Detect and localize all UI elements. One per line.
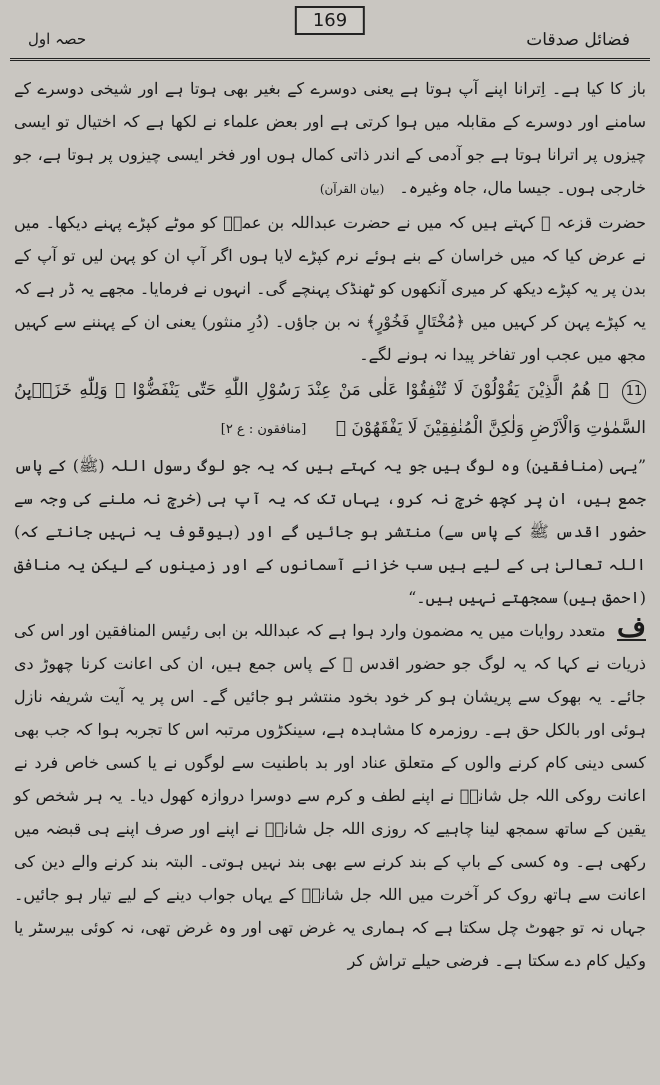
paragraph-1-text: باز کا کیا ہے۔ اِترانا اپنے آپ ہوتا ہے یعنی دوسرے کے بغیر بھی ہوتا ہے اور شیخی دوسرے کے سامنے اور دوسرے کے مقابلہ میں ہوا کرتی ہے اور بعض علماء نے لکھا ہے کہ اختیال تو ایسی چیزوں پر اترانا ہوتا ہے جو آدمی کے اندر ذاتی کمال ہوں اور فخر ایسی چیزوں پر ہوتا ہے، جو خارجی ہوں۔ جیسا مال، جاہ وغیرہ۔: [14, 79, 646, 197]
page-body: [14, 72, 646, 1085]
fa-marker: ف: [616, 610, 646, 643]
paragraph-2: حضرت قزعہ ؒ کہتے ہیں کہ میں نے حضرت عبداللہ بن عمرؓ کو موٹے کپڑے پہنے دیکھا۔ میں نے عرض کیا کہ میں خراسان کے بنے ہوئے نرم کپڑے لایا ہوں اگر آپ ان کو پہن لیں تو آپ کے بدن پر یہ کپڑے دیکھ کر میری آنکھوں کو ٹھنڈک پہنچے گی۔ انہوں نے فرمایا۔ مجھے یہ ڈر ہے کہ یہ کپڑے پہن کر کہیں میں ﴿مُخْتَالٍ فَخُوْرٍ﴾ نہ بن جاؤں۔ (دُرِ منثور) یعنی ان کے پہننے سے کہیں مجھ میں عجب اور تفاخر پیدا نہ ہونے لگے۔: [14, 213, 646, 364]
header-rule: [10, 58, 650, 61]
paragraph-1-source: (بیان القرآن): [319, 182, 385, 196]
verse-number: 11: [622, 380, 646, 404]
page-number: 169: [295, 6, 365, 35]
paragraph-1: [14, 72, 646, 206]
book-title: فضائل صدقات: [526, 30, 630, 50]
section-label: حصہ اول: [28, 30, 87, 48]
translation-paragraph: ”یہی (منافقین) وہ لوگ ہیں جو یہ کہتے ہیں کہ یہ جو لوگ رسول اللہ (ﷺ) کے پاس جمع ہیں، ان پر کچھ خرچ نہ کرو، یہاں تک کہ یہ آپ ہی (خرچ نہ ملنے کی وجہ سے حضور اقدس ﷺ کے پاس سے) منتشر ہو جائیں گے اور (بیوقوف یہ نہیں جانتے کہ) اللہ تعالیٰ ہی کے لیے ہیں سب خزانے آسمانوں کے اور زمینوں کے لیکن یہ منافق (احمق ہیں) سمجھتے نہیں ہیں۔“: [14, 456, 646, 607]
verse-text: ﴿ هُمُ الَّذِيْنَ يَقُوْلُوْنَ لَا تُنْفِقُوْا عَلٰى مَنْ عِنْدَ رَسُوْلِ اللّٰهِ حَتّٰى يَنْفَضُّوْا ۭ وَلِلّٰهِ خَزَاۗىِٕنُ السَّمٰوٰتِ وَالْاَرْضِ وَلٰكِنَّ الْمُنٰفِقِيْنَ لَا يَفْقَهُوْنَ ﴾: [14, 380, 646, 438]
page-header: [14, 0, 646, 52]
commentary-paragraph: [14, 610, 646, 977]
commentary-text: متعدد روایات میں یہ مضمون وارد ہوا ہے کہ عبداللہ بن ابی رئیس المنافقین اور اس کی ذریات نے کہا کہ یہ لوگ جو حضور اقدس ﷺ کے پاس جمع ہیں، ان کی اعانت کرنا چھوڑ دی جائے۔ یہ بھوک سے پریشان ہو کر خود بخود منتشر ہو جائیں گے۔ اس پر یہ آیت شریفہ نازل ہوئی اور بالکل حق ہے۔ روزمرہ کا مشاہدہ ہے، سینکڑوں مرتبہ اس کا تجربہ ہوا کہ جب بھی کسی دینی کام کرنے والوں کے متعلق عناد اور بد باطنیت سے لوگوں نے یا کسی خاص فرد نے اعانت روکی اللہ جل شانہٗ نے اپنے لطف و کرم سے دوسرا دروازہ کھول دیا۔ یہ ہر شخص کو یقین کے ساتھ سمجھ لینا چاہیے کہ روزی اللہ جل شانہٗ نے اپنے اور صرف اپنے ہی قبضہ میں رکھی ہے۔ وہ کسی کے باپ کے بند کرنے سے بھی بند نہیں ہوتی۔ البتہ بند کرنے والے دین کی اعانت سے ہاتھ روک کر آخرت میں اللہ جل شانہٗ کے یہاں جواب دینے کے لیے تیار ہو جائیں۔ جہاں نہ تو جھوٹ چل سکتا ہے کہ ہماری یہ غرض تھی اور وہ غرض تھی، نہ کوئی بیرسٹر یا وکیل کام دے سکتا ہے۔ فرضی حیلے تراش کر: [14, 621, 646, 970]
quran-verse: [14, 371, 646, 449]
verse-reference: [منافقون : ع ۲]: [220, 422, 307, 437]
